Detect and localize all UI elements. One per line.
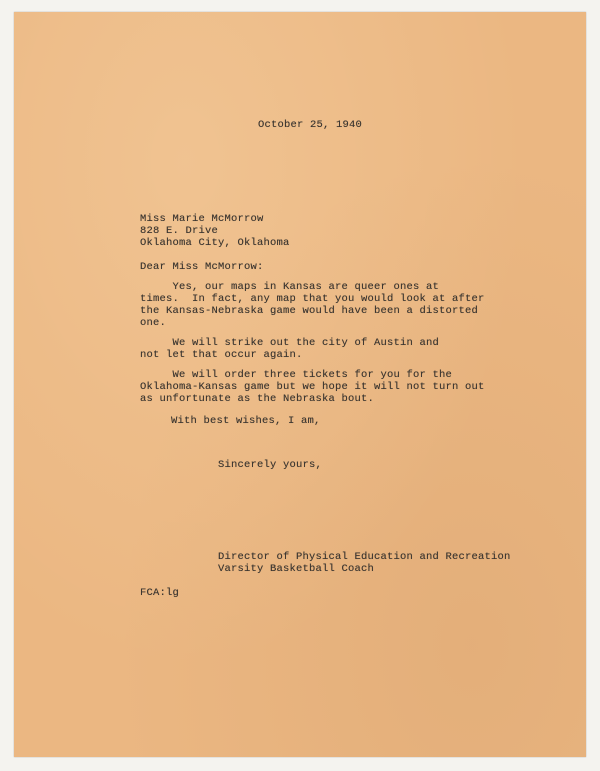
paragraph-line: We will strike out the city of Austin and xyxy=(140,337,440,349)
recipient-street: 828 E. Drive xyxy=(140,225,219,237)
letter-date: October 25, 1940 xyxy=(258,119,363,131)
recipient-city: Oklahoma City, Oklahoma xyxy=(140,237,290,249)
closing-line: With best wishes, I am, xyxy=(171,415,321,427)
paragraph-line: one. xyxy=(140,317,167,329)
paragraph-line: not let that occur again. xyxy=(140,349,303,361)
paragraph-line: Oklahoma-Kansas game but we hope it will not turn out xyxy=(140,381,485,393)
signature-subtitle: Varsity Basketball Coach xyxy=(218,563,375,575)
letter-page xyxy=(14,12,586,757)
signature-title: Director of Physical Education and Recreation xyxy=(218,551,511,563)
recipient-name: Miss Marie McMorrow xyxy=(140,213,264,225)
typist-initials: FCA:lg xyxy=(140,587,180,599)
paragraph-line: Yes, our maps in Kansas are queer ones at xyxy=(140,281,440,293)
paragraph-line: We will order three tickets for you for the xyxy=(140,369,453,381)
sign-off: Sincerely yours, xyxy=(218,459,323,471)
paragraph-line: the Kansas-Nebraska game would have been a distorted xyxy=(140,305,479,317)
paragraph-line: times. In fact, any map that you would look at after xyxy=(140,293,485,305)
salutation: Dear Miss McMorrow: xyxy=(140,261,264,273)
paragraph-line: as unfortunate as the Nebraska bout. xyxy=(140,393,375,405)
